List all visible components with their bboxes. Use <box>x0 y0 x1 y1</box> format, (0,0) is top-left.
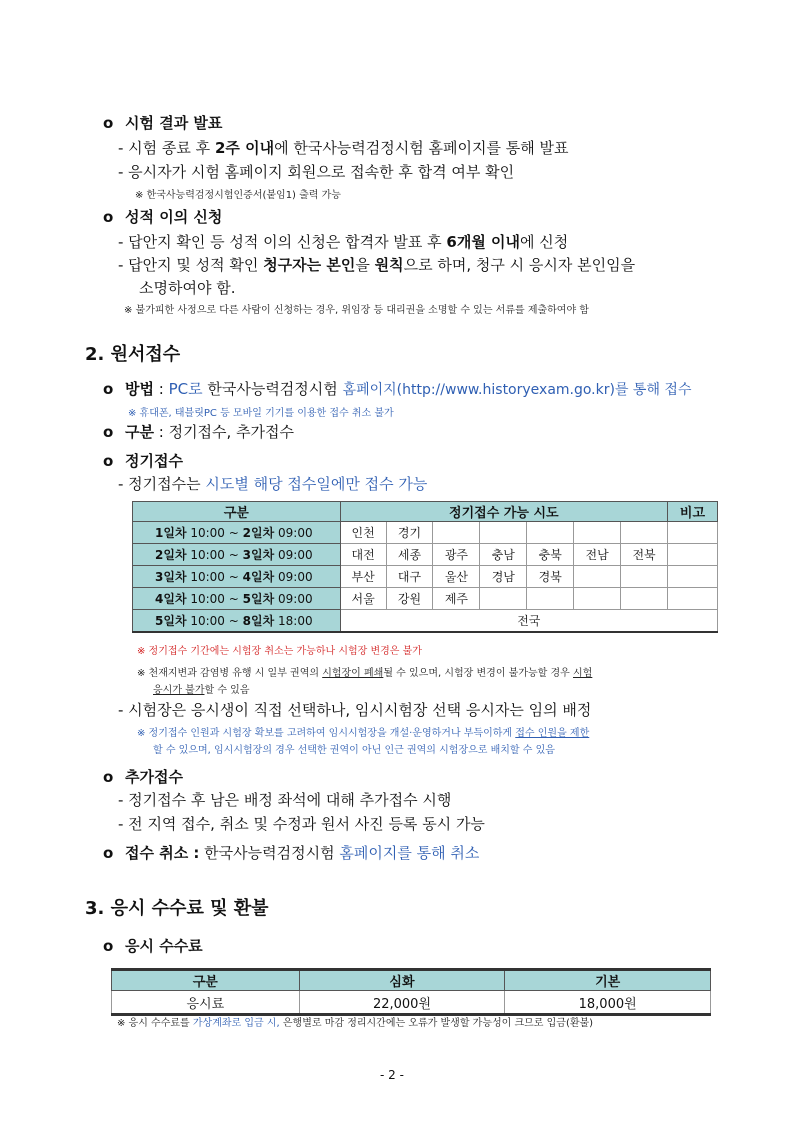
region-cell: 울산 <box>433 566 480 588</box>
section-2-title: 2. 원서접수 <box>85 344 181 365</box>
circle-bullet-icon: o <box>103 380 114 398</box>
region-cell: 경기 <box>386 522 433 544</box>
region-cell: 전남 <box>574 544 621 566</box>
circle-bullet-icon: o <box>103 452 114 470</box>
region-cell: 경북 <box>527 566 574 588</box>
region-cell: 대전 <box>340 544 386 566</box>
page-number: - 2 - <box>380 1068 404 1082</box>
region-cell: 광주 <box>433 544 480 566</box>
region-cell <box>480 588 527 610</box>
note-cell <box>667 588 717 610</box>
day-cell: 1일차 10:00 ~ 2일차 09:00 <box>133 522 341 544</box>
objection-heading: o 성적 이의 신청 <box>103 208 223 226</box>
region-cell <box>621 588 668 610</box>
regular-schedule-table <box>132 501 718 633</box>
objection-line-1: - 답안지 확인 등 성적 이의 신청은 합격자 발표 후 6개월 이내에 신청 <box>118 233 569 251</box>
table-header: 기본 <box>505 970 711 991</box>
region-cell: 충북 <box>527 544 574 566</box>
result-line-1: - 시험 종료 후 2주 이내에 한국사능력검정시험 홈페이지를 통해 발표 <box>118 139 569 157</box>
region-cell <box>433 522 480 544</box>
region-cell <box>527 522 574 544</box>
result-note: ※ 한국사능력검정시험인증서(붙임1) 출력 가능 <box>135 190 341 201</box>
circle-bullet-icon: o <box>103 423 114 441</box>
day-cell: 3일차 10:00 ~ 4일차 09:00 <box>133 566 341 588</box>
region-cell: 세종 <box>386 544 433 566</box>
method-line: o 방법 : PC로 한국사능력검정시험 홈페이지(http://www.historyexam.go.kr)를 통해 접수 <box>103 380 692 398</box>
additional-line-2: - 전 지역 접수, 취소 및 수정과 원서 사진 등록 동시 가능 <box>118 815 485 833</box>
site-note-cont: 할 수 있으며, 임시시험장의 경우 선택한 권역이 아닌 인근 권역의 시험장으로 배치할 수 있음 <box>153 745 555 756</box>
table-cell: 18,000원 <box>505 991 711 1015</box>
region-cell: 충남 <box>480 544 527 566</box>
fee-heading: o 응시 수수료 <box>103 937 203 955</box>
additional-heading: o 추가접수 <box>103 768 183 786</box>
table-header-row <box>133 502 718 522</box>
circle-bullet-icon: o <box>103 937 114 955</box>
objection-note: ※ 불가피한 사정으로 다른 사람이 신청하는 경우, 위임장 등 대리권을 소명할 수 있는 서류를 제출하여야 함 <box>124 305 589 316</box>
regular-note-2: ※ 천재지변과 감염병 유행 시 일부 권역의 시험장이 폐쇄될 수 있으며, 시험장 변경이 불가능할 경우 시험 <box>137 668 593 679</box>
table-row <box>112 991 711 1015</box>
region-cell-all: 전국 <box>340 610 717 633</box>
table-header: 구분 <box>112 970 300 991</box>
table-header-row <box>112 970 711 991</box>
region-cell <box>574 522 621 544</box>
region-cell <box>527 588 574 610</box>
table-row <box>133 566 718 588</box>
table-cell: 22,000원 <box>299 991 505 1015</box>
day-cell: 4일차 10:00 ~ 5일차 09:00 <box>133 588 341 610</box>
region-cell: 대구 <box>386 566 433 588</box>
regular-note-2-cont: 응시가 불가할 수 있음 <box>153 685 250 696</box>
region-cell <box>621 522 668 544</box>
table-cell: 응시료 <box>112 991 300 1015</box>
region-cell: 인천 <box>340 522 386 544</box>
region-cell: 부산 <box>340 566 386 588</box>
region-cell: 전북 <box>621 544 668 566</box>
type-line: o 구분 : 정기접수, 추가접수 <box>103 423 295 441</box>
site-line: - 시험장은 응시생이 직접 선택하나, 임시시험장 선택 응시자는 임의 배정 <box>118 701 592 719</box>
table-header: 정기접수 가능 시도 <box>340 502 667 522</box>
region-cell: 서울 <box>340 588 386 610</box>
cancel-line: o 접수 취소 : 한국사능력검정시험 홈페이지를 통해 취소 <box>103 844 480 862</box>
region-cell: 경남 <box>480 566 527 588</box>
circle-bullet-icon: o <box>103 114 114 132</box>
region-cell <box>621 566 668 588</box>
region-cell: 제주 <box>433 588 480 610</box>
section-3-title: 3. 응시 수수료 및 환불 <box>85 898 269 919</box>
circle-bullet-icon: o <box>103 768 114 786</box>
table-header: 구분 <box>133 502 341 522</box>
additional-line-1: - 정기접수 후 남은 배정 좌석에 대해 추가접수 시행 <box>118 791 452 809</box>
regular-note-red: ※ 정기접수 기간에는 시험장 취소는 가능하나 시험장 변경은 불가 <box>137 646 422 657</box>
note-cell <box>667 544 717 566</box>
regular-line: - 정기접수는 시도별 해당 접수일에만 접수 가능 <box>118 475 428 493</box>
note-cell <box>667 566 717 588</box>
region-cell <box>574 566 621 588</box>
objection-line-3: 소명하여야 함. <box>139 279 236 297</box>
note-cell <box>667 522 717 544</box>
result-heading: o 시험 결과 발표 <box>103 114 223 132</box>
day-cell: 5일차 10:00 ~ 8일차 18:00 <box>133 610 341 633</box>
regular-heading: o 정기접수 <box>103 452 183 470</box>
table-header: 비고 <box>667 502 717 522</box>
region-cell: 강원 <box>386 588 433 610</box>
table-row <box>133 610 718 633</box>
circle-bullet-icon: o <box>103 844 114 862</box>
result-line-2: - 응시자가 시험 홈페이지 회원으로 접속한 후 합격 여부 확인 <box>118 163 515 181</box>
method-note: ※ 휴대폰, 태블릿PC 등 모바일 기기를 이용한 접수 취소 불가 <box>128 408 394 419</box>
table-row <box>133 544 718 566</box>
fee-note: ※ 응시 수수료를 가상계좌로 입금 시, 은행별로 마감 정리시간에는 오류가 발생할 가능성이 크므로 입금(환불) <box>117 1018 594 1029</box>
region-cell <box>574 588 621 610</box>
day-cell: 2일차 10:00 ~ 3일차 09:00 <box>133 544 341 566</box>
region-cell <box>480 522 527 544</box>
circle-bullet-icon: o <box>103 208 114 226</box>
table-row <box>133 588 718 610</box>
table-header: 심화 <box>299 970 505 991</box>
site-note: ※ 정기접수 인원과 시험장 확보를 고려하여 임시시험장을 개설·운영하거나 부득이하게 접수 인원을 제한 <box>137 728 590 739</box>
objection-line-2: - 답안지 및 성적 확인 청구자는 본인을 원칙으로 하며, 청구 시 응시자 본인임을 <box>118 256 636 274</box>
table-row <box>133 522 718 544</box>
fee-table <box>111 968 711 1016</box>
